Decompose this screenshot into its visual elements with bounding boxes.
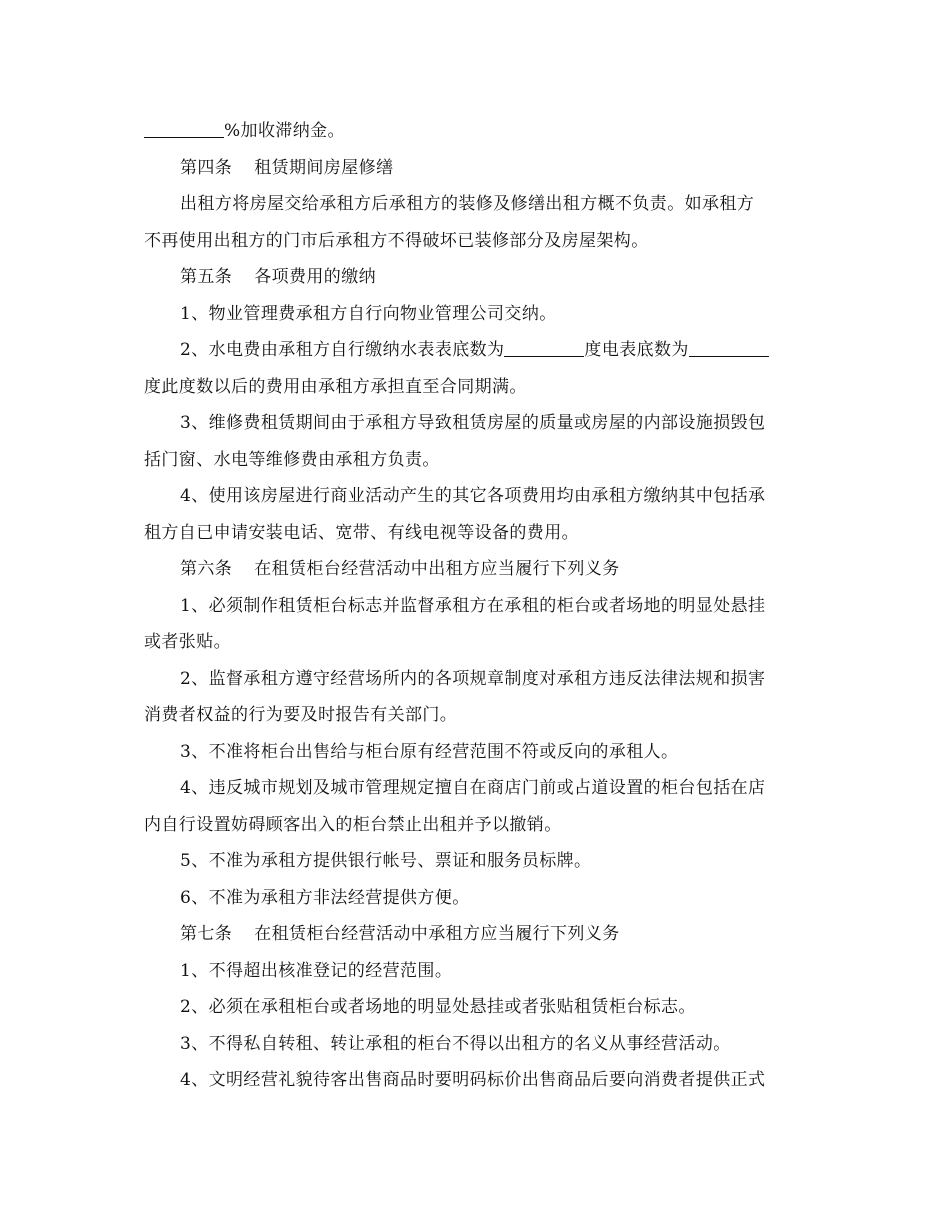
list-item: 1、不得超出核准登记的经营范围。 (180, 960, 453, 981)
paragraph-line: 不再使用出租方的门市后承租方不得破坏已装修部分及房屋架构。 (144, 230, 649, 251)
list-item-continuation: 度此度数以后的费用由承租方承担直至合同期满。 (144, 376, 527, 397)
list-item: 4、使用该房屋进行商业活动产生的其它各项费用均由承租方缴纳其中包括承 (180, 486, 766, 506)
paragraph-line: 出租方将房屋交给承租方后承租方的装修及修缮出租方概不负责。如承租方 (180, 194, 755, 214)
list-item-continuation: 消费者权益的行为要及时报告有关部门。 (144, 705, 458, 725)
list-item: 6、不准为承租方非法经营提供方便。 (180, 887, 470, 908)
article-number: 第六条 (180, 559, 233, 579)
article-title: 租赁期间房屋修缮 (254, 157, 394, 178)
list-item: 1、物业管理费承租方自行向物业管理公司交纳。 (180, 303, 557, 324)
late-fee-rate-blank[interactable] (144, 121, 224, 138)
article-4-heading (144, 150, 806, 187)
late-fee-line (144, 113, 806, 150)
list-item-continuation: 租方自已申请安装电话、宽带、有线电视等设备的费用。 (144, 522, 579, 543)
list-item: 4、违反城市规划及城市管理规定擅自在商店门前或占道设置的柜台包括在店 (180, 778, 766, 798)
list-item: 3、维修费租赁期间由于承租方导致租赁房屋的质量或房屋的内部设施损毁包 (180, 413, 766, 433)
document-page (144, 113, 806, 1099)
article-6-heading (144, 551, 806, 588)
list-item-text: 2、水电费由承租方自行缴纳水表表底数为 (180, 340, 505, 360)
electric-meter-blank[interactable] (689, 340, 769, 357)
article-title: 在租赁柜台经营活动中承租方应当履行下列义务 (254, 924, 620, 944)
list-item-continuation: 括门窗、水电等维修费由承租方负责。 (144, 449, 440, 470)
article-title: 各项费用的缴纳 (254, 267, 377, 287)
list-item-continuation: 内自行设置妨碍顾客出入的柜台禁止出租并予以撤销。 (144, 814, 562, 835)
list-item: 5、不准为承租方提供银行帐号、票证和服务员标牌。 (180, 851, 592, 871)
article-7-heading (144, 916, 806, 953)
list-item-continuation: 或者张贴。 (144, 632, 231, 652)
list-item: 4、文明经营礼貌待客出售商品时要明码标价出售商品后要向消费者提供正式 (180, 1070, 766, 1090)
water-meter-blank[interactable] (504, 340, 584, 357)
article-5-heading (144, 259, 806, 296)
article-number: 第五条 (180, 267, 233, 287)
article-title: 在租赁柜台经营活动中出租方应当履行下列义务 (254, 559, 620, 579)
list-item: 3、不得私自转租、转让承租的柜台不得以出租方的名义从事经营活动。 (180, 1033, 731, 1054)
article-number: 第七条 (180, 924, 233, 944)
list-item-text: 度电表底数为 (584, 340, 689, 360)
article-number: 第四条 (180, 157, 233, 178)
late-fee-text: %加收滞纳金。 (224, 121, 345, 141)
list-item: 2、监督承租方遵守经营场所内的各项规章制度对承租方违反法律法规和损害 (180, 668, 766, 689)
list-item: 2、必须在承租柜台或者场地的明显处悬挂或者张贴租赁柜台标志。 (180, 997, 696, 1017)
list-item (144, 332, 806, 369)
list-item: 3、不准将柜台出售给与柜台原有经营范围不符或反向的承租人。 (180, 741, 679, 762)
list-item: 1、必须制作租赁柜台标志并监督承租方在承租的柜台或者场地的明显处悬挂 (180, 595, 766, 616)
